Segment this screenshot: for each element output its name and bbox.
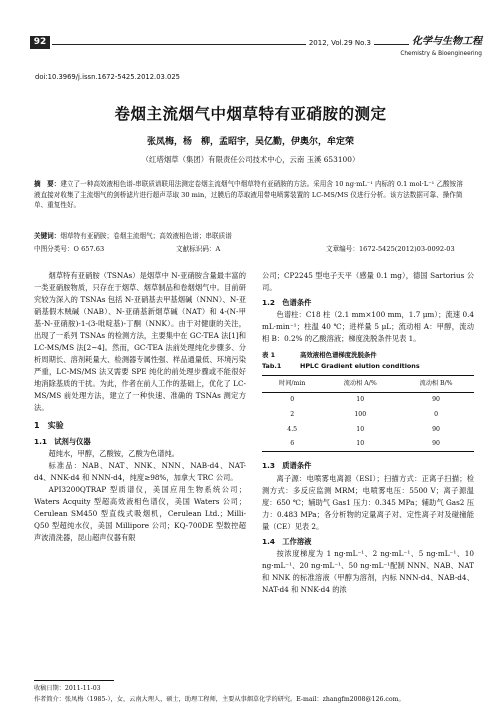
author-bio: 作者简介：张凤梅（1985-），女，云南大理人，硕士，助理工程师，主要从事烟草化学的研究。E-mail：zhangfm2008@126.com。 <box>34 695 405 703</box>
table-cell: 90 <box>432 396 440 404</box>
article-number: 文章编号：1672-5425(2012)03-0092-03 <box>326 245 455 253</box>
table-row <box>262 437 474 452</box>
affiliation: （红塔烟草（集团）有限责任公司技术中心，云南 玉溪 653100） <box>141 155 360 164</box>
authors: 张凤梅，杨 柳，孟昭宇，吴亿勤，伊奥尔，牟定荣 <box>146 137 354 147</box>
table-row <box>262 422 474 437</box>
table-cell: 0 <box>290 396 295 404</box>
table-number-en: Tab.1 <box>262 362 282 371</box>
ms-paragraph: 离子源：电喷雾电离源（ESI）；扫描方式：正离子扫描；检测方式：多反应监测 MRM；电喷雾电压：5500 V；离子源温度：650 ℃；辅助气 Gas1 压力：0.345 MPa；辅助气 Gas2 压力：0.483 MPa；各分析物的定量离子对、定性离子对及碰撞能量（CE）见表 2。 <box>262 473 474 531</box>
table-cell: 10 <box>356 440 365 448</box>
table-cell: 10 <box>356 396 365 404</box>
table-row <box>262 392 474 407</box>
issue-info: 2012, Vol.29 No.3 <box>306 38 374 49</box>
table-cell: 2 <box>290 411 295 419</box>
table-row <box>262 408 474 423</box>
table-title-cn: 高效液相色谱梯度洗脱条件 <box>300 351 377 360</box>
section-heading-experiment: 1 实验 <box>34 421 64 431</box>
abstract-text: 建立了一种高效液相色谱-串联质谱联用法测定卷烟主流烟气中烟草特有亚硝胺的方法。采用含 10 ng·mL⁻¹ 内标的 0.1 mol·L⁻¹ 乙酸铵溶液直接对收集了主流烟气的剑桥滤片进行超声萃取 30 min，过膜后的萃取液用带电喷雾装置的 LC-MS/MS 仪进行分析。该方法数据可靠、操作简单、重复性好。 <box>34 180 463 210</box>
received-date: 收稿日期：2011-11-03 <box>34 685 101 692</box>
chromatography-paragraph: 色谱柱：C18 柱（2.1 mm×100 mm，1.7 μm）；流速 0.4 mL·min⁻¹；柱温 40 ℃；进样量 5 μL；流动相 A：甲醇，流动相 B：0.2% 的乙酸溶液；梯度洗脱条件见表 1。 <box>262 310 474 344</box>
table-title-en: HPLC Gradient elution conditions <box>300 362 420 371</box>
subsection-heading-reagents: 1.1 试剂与仪器 <box>34 436 91 446</box>
table-header-row <box>262 376 474 393</box>
subsection-heading-solutions: 1.4 工作溶液 <box>262 536 312 546</box>
standards-paragraph: 标准品：NAB、NAT、NNK、NNN、NAB-d4、NAT-d4、NNK-d4 和 NNN-d4，纯度≥98%，加拿大 TRC 公司。 <box>34 461 246 483</box>
solutions-paragraph: 按浓度梯度为 1 ng·mL⁻¹、2 ng·mL⁻¹、5 ng·mL⁻¹、10 ng·mL⁻¹、20 ng·mL⁻¹、50 ng·mL⁻¹配制 NNN、NAB、NAT 和 NNK 的标准溶液（甲醇为溶剂，内标 NNN-d4、NAB-d4、NAT-d4 和 NNK-d4 的浓 <box>262 549 474 595</box>
table-number-cn: 表 1 <box>262 351 276 360</box>
table-caption-en <box>262 362 474 372</box>
subsection-heading-ms: 1.3 质谱条件 <box>262 461 312 471</box>
article-title: 卷烟主流烟气中烟草特有亚硝胺的测定 <box>114 105 387 123</box>
intro-paragraph: 烟草特有亚硝胺（TSNAs）是烟草中 N-亚硝胺含量最丰富的一类亚硝胺物质，只存在于烟草、烟草制品和卷烟烟气中。目前研究较为深入的 TSNAs 包括 N-亚硝基去甲基烟碱（NNN）、N-亚硝基假木贼碱（NAB）、N-亚硝基新烟草碱（NAT）和 4-(N-甲基-N-亚硝胺)-1-(3-吡啶基)-丁酮（NNK）。由于对健康的关注，出现了一系列 TSNAs 的检测方法，主要集中在 GC-TEA 法[1]和 LC-MS/MS 法[2~4]。然而，GC-TEA 法前处理纯化步骤多、分析周期长、溶剂耗量大、检测器专属性强、样品通量低、环境污染严重，LC-MS/MS 法又需要 SPE 纯化的前处理步骤或不能很好地消除基质的干扰。为此，作者在前人工作的基础上，优化了 LC-MS/MS 前处理方法，建立了一种快速、准确的 TSNAs 测定方法。 <box>34 271 246 413</box>
footnote <box>34 684 474 705</box>
table-cell: 90 <box>432 440 440 448</box>
table-cell: 100 <box>354 411 367 419</box>
clc-number: 中图分类号：O 657.63 <box>34 245 105 253</box>
table-cell: 4.5 <box>287 425 298 433</box>
doi: doi:10.3969/j.issn.1672-5425.2012.03.025 <box>35 73 180 81</box>
keywords-label: 关键词： <box>34 232 61 240</box>
document-code: 文献标识码：A <box>176 245 221 253</box>
gradient-table <box>262 375 474 452</box>
right-column <box>262 270 474 596</box>
reagents-paragraph: 超纯水，甲醇，乙酸铵，乙酸为色谱纯。 <box>48 449 180 459</box>
instruments-paragraph: API3200QTRAP 型质谱仪，美国应用生物系统公司；Waters Acquity 型超高效液相色谱仪，美国 Waters 公司；Cerulean SM450 型直线式吸烟机，Cerulean Ltd.；Milli-Q50 型超纯水仪，美国 Millipore 公司；KQ-700DE 型数控超声波清洗器，昆山超声仪器有限 <box>34 485 246 543</box>
running-header <box>30 28 482 58</box>
table-cell: 6 <box>290 440 295 448</box>
page-number: 92 <box>30 36 50 49</box>
footnote-rule <box>34 680 114 681</box>
column-header: 流动相 B/% <box>419 380 453 388</box>
table-caption-cn <box>262 351 474 361</box>
abstract-label: 摘 要： <box>34 180 61 188</box>
column-header: 流动相 A/% <box>343 380 377 388</box>
continued-paragraph: 公司；CP2245 型电子天平（感量 0.1 mg），德国 Sartorius 公司。 <box>262 271 474 293</box>
keywords <box>34 231 468 241</box>
subsection-heading-chromatography: 1.2 色谱条件 <box>262 298 312 308</box>
column-header: 时间/min <box>279 380 306 388</box>
table-cell: 10 <box>356 425 365 433</box>
journal-title-en: Chemistry & Bioengineering <box>400 51 482 57</box>
classification <box>34 244 474 254</box>
keywords-text: 烟草特有亚硝胺；卷烟主流烟气；高效液相色谱；串联质谱 <box>60 232 232 240</box>
table-cell: 0 <box>434 411 439 419</box>
abstract <box>34 179 468 211</box>
table-cell: 90 <box>432 425 440 433</box>
journal-title-cn: 化学与生物工程 <box>409 34 482 50</box>
left-column <box>34 270 246 544</box>
